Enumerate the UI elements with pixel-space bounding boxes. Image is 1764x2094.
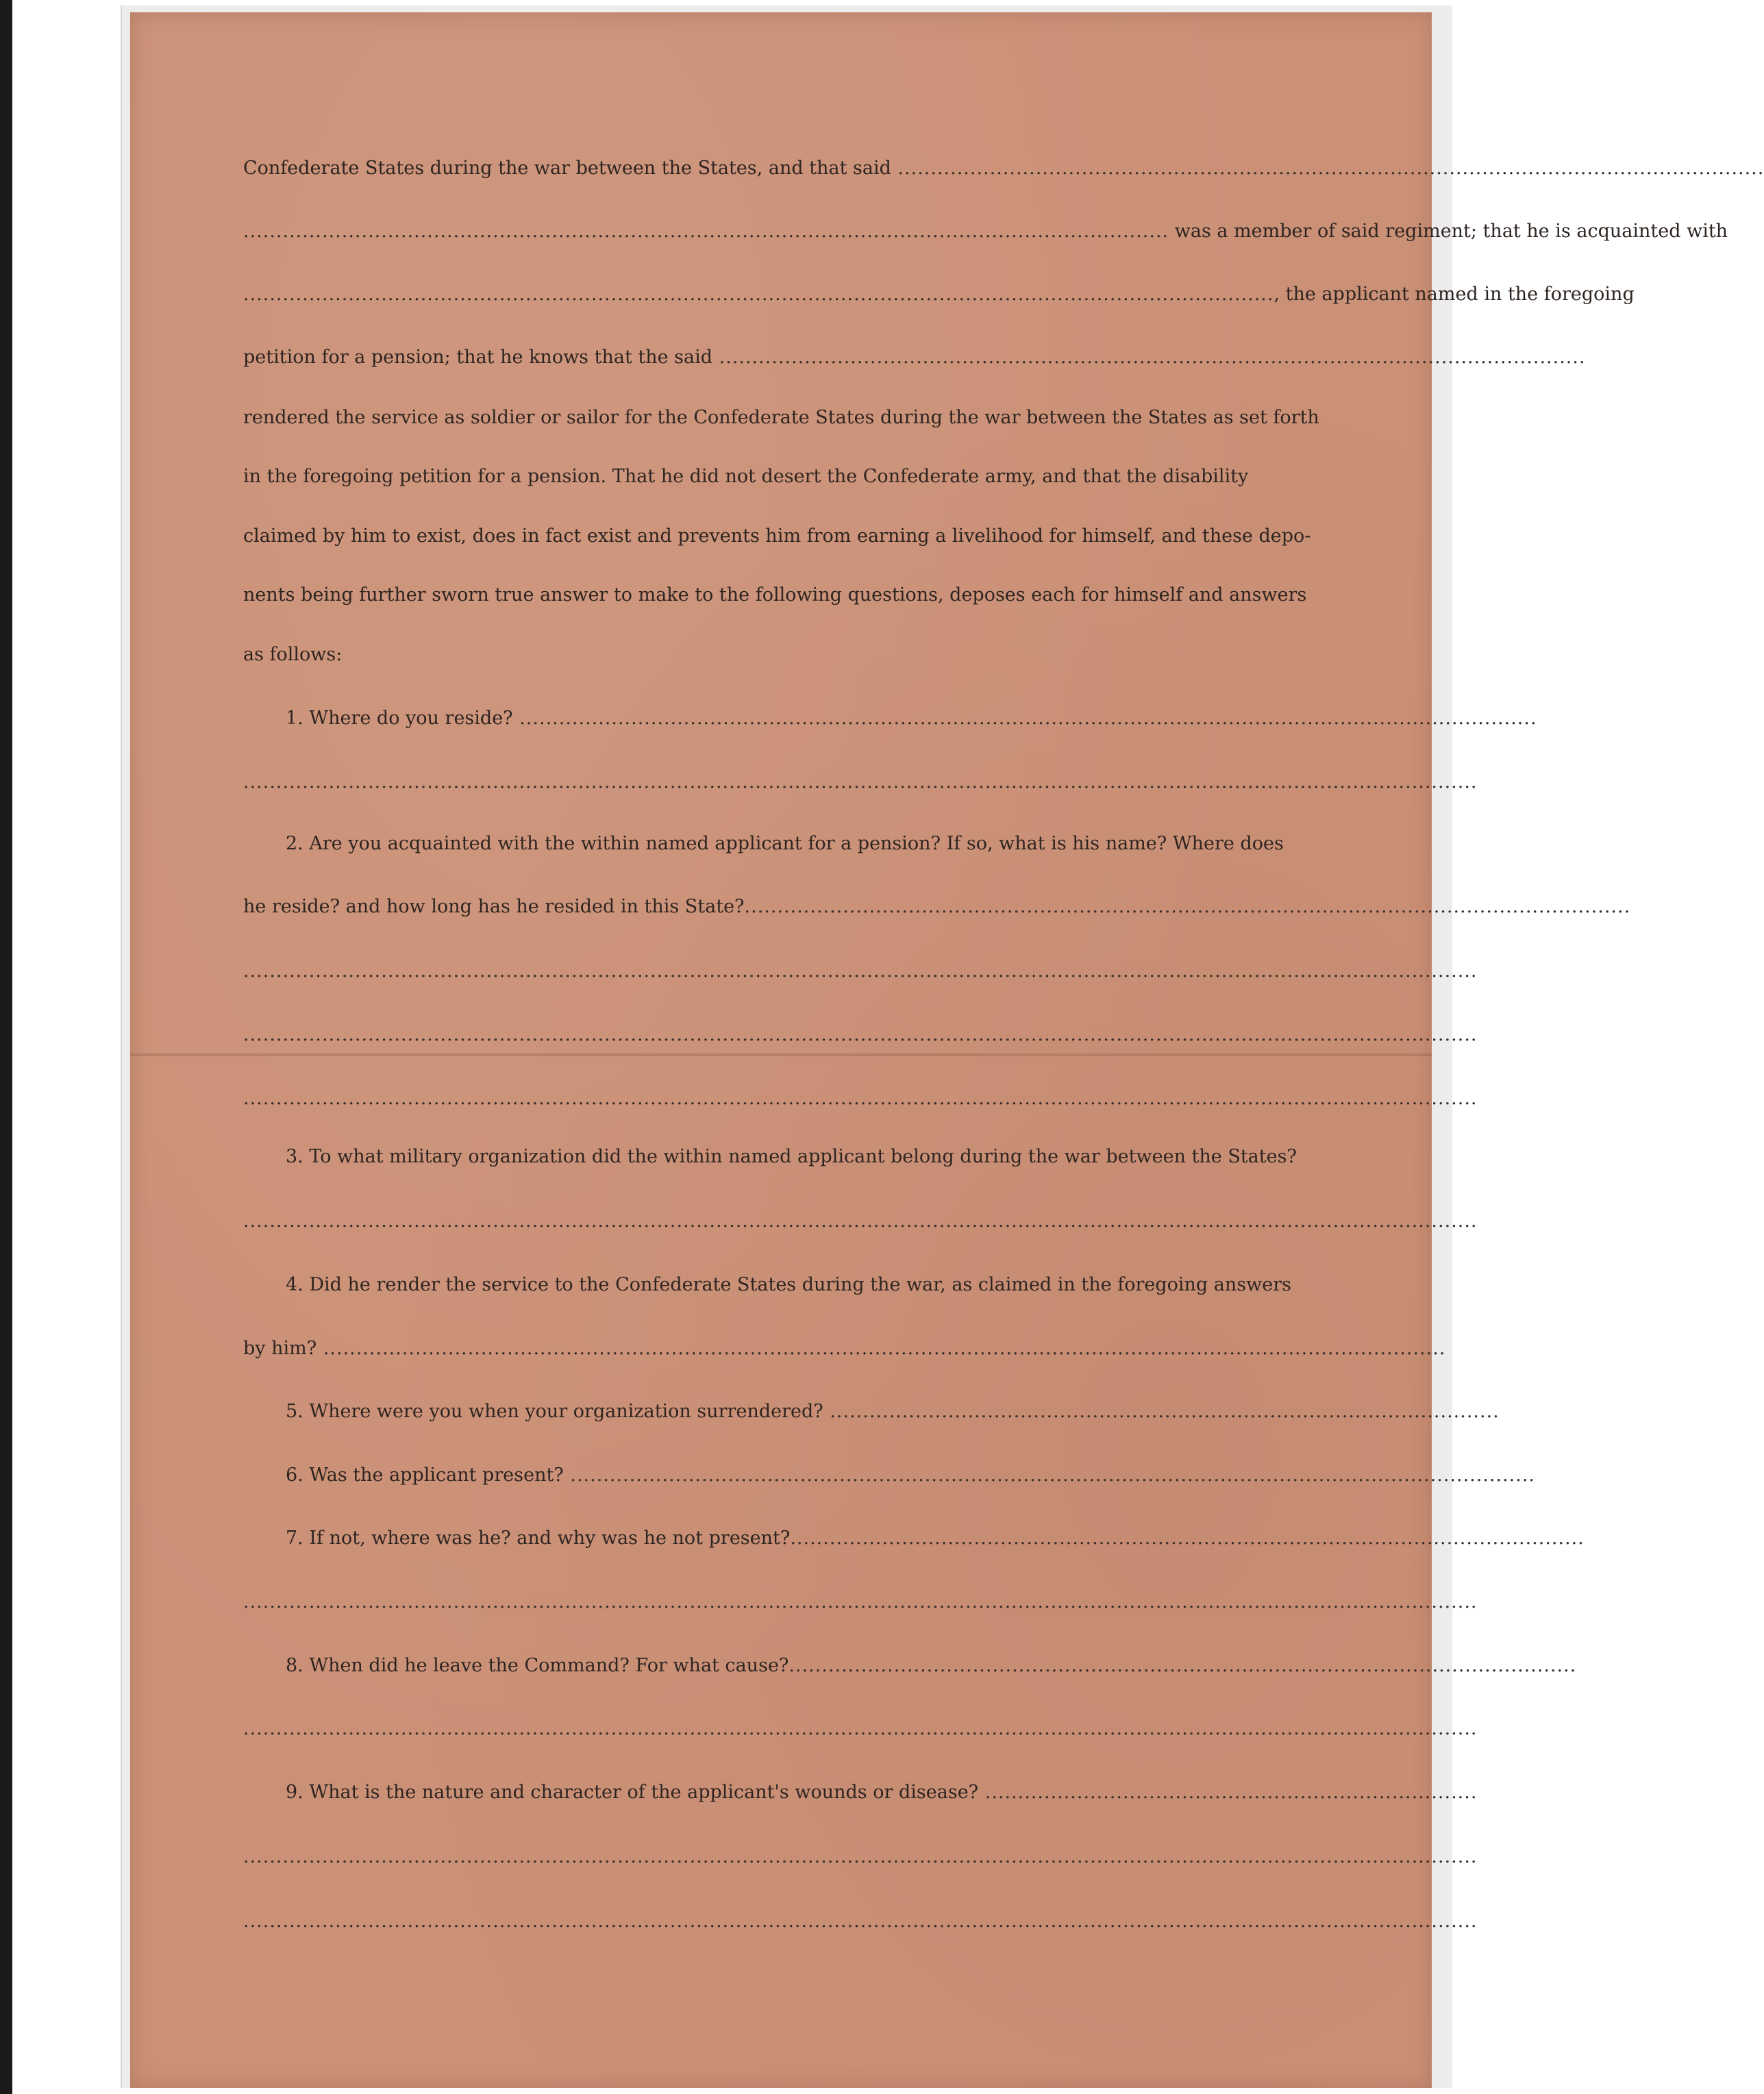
scan-edge — [0, 0, 12, 2094]
question-1: 1. Where do you reside? ........................................................................................................................................................... — [286, 708, 1537, 729]
answer-line-2a[interactable]: ............................................................................................................................................................................................ — [243, 960, 1478, 982]
answer-line-8[interactable]: ............................................................................................................................................................................................ — [243, 1718, 1478, 1739]
question-6: 6. Was the applicant present? ................................................................................................................................................... — [286, 1464, 1535, 1486]
text-line-5: rendered the service as soldier or sailor for the Confederate States during the war between the States as set forth — [243, 407, 1319, 428]
document-page — [130, 12, 1764, 2088]
question-2b: he reside? and how long has he resided in this State? ....................................................................................................................................... — [243, 896, 1631, 917]
text-line-9: as follows: — [243, 644, 343, 665]
question-7: 7. If not, where was he? and why was he not present? ......................................................................................................................... — [286, 1528, 1585, 1549]
answer-line-9b[interactable]: ............................................................................................................................................................................................ — [243, 1910, 1478, 1932]
question-5: 5. Where were you when your organization surrendered? ...................................................................................................... — [286, 1401, 1500, 1422]
fold-crease — [130, 1054, 1432, 1056]
question-3: 3. To what military organization did the within named applicant belong during the war between the States? — [286, 1146, 1297, 1167]
question-4b: by him? ........................................................................................................................................................................... — [243, 1338, 1446, 1359]
answer-line-7[interactable]: ............................................................................................................................................................................................ — [243, 1591, 1478, 1612]
question-8: 8. When did he leave the Command? For what cause? ........................................................................................................................ — [286, 1655, 1577, 1676]
question-4a: 4. Did he render the service to the Confederate States during the war, as claimed in the foregoing answers — [286, 1274, 1291, 1295]
question-9: 9. What is the nature and character of the applicant's wounds or disease? ........................................................................... — [286, 1782, 1478, 1803]
text-line-2: ............................................................................................................................................. was a member of said regiment; that he is acquainted with — [243, 221, 1728, 242]
answer-line-2b[interactable]: ............................................................................................................................................................................................ — [243, 1024, 1478, 1045]
question-2a: 2. Are you acquainted with the within named applicant for a pension? If so, what is his name? Where does — [286, 833, 1284, 854]
text-line-8: nents being further sworn true answer to make to the following questions, deposes each for himself and answers — [243, 584, 1307, 606]
answer-line-1[interactable]: ............................................................................................................................................................................................ — [243, 771, 1478, 793]
answer-line-9a[interactable]: ............................................................................................................................................................................................ — [243, 1846, 1478, 1867]
text-line-6: in the foregoing petition for a pension. That he did not desert the Confederate army, and that the disability — [243, 466, 1249, 487]
answer-line-2c[interactable]: ............................................................................................................................................................................................ — [243, 1088, 1478, 1109]
text-line-4: petition for a pension; that he knows that the said .................................................................................................................................... — [243, 347, 1586, 368]
text-line-3: ............................................................................................................................................................. , the applicant named in the foregoing — [243, 284, 1635, 305]
text-line-1: Confederate States during the war between the States, and that said .................................................................................................................................... — [243, 158, 1764, 179]
answer-line-3[interactable]: ............................................................................................................................................................................................ — [243, 1210, 1478, 1232]
text-line-7: claimed by him to exist, does in fact exist and prevents him from earning a livelihood for himself, and these depo- — [243, 525, 1311, 547]
